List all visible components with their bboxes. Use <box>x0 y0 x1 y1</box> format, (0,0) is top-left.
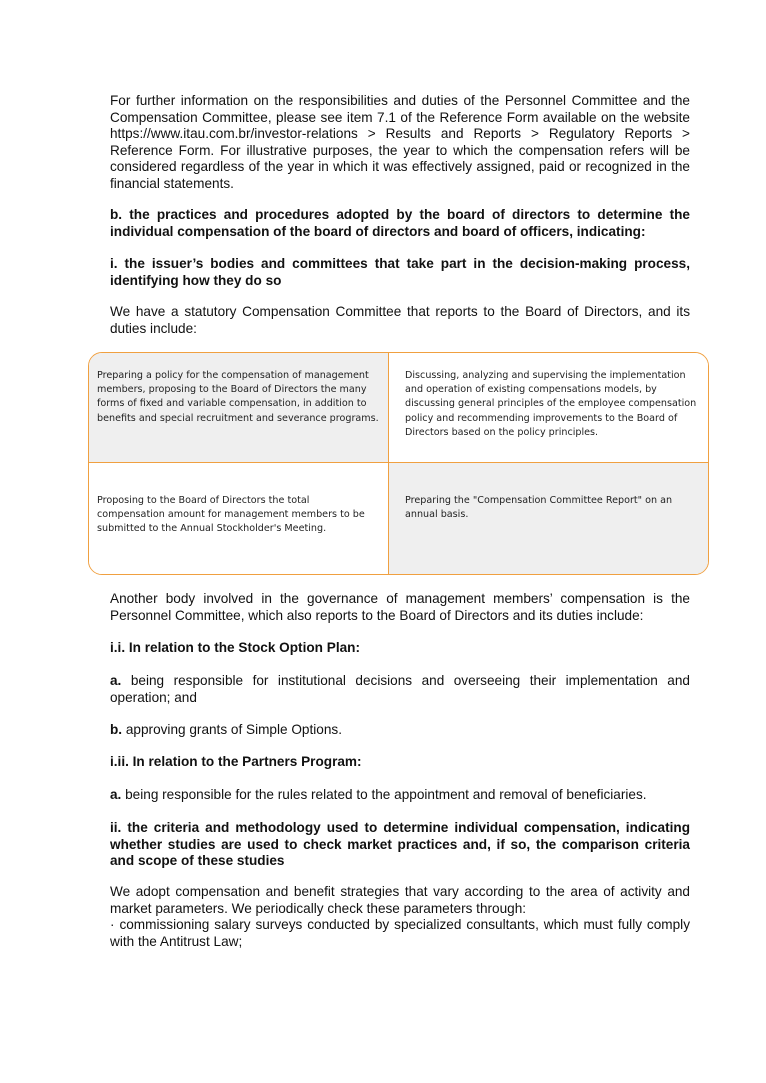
intro-paragraph: For further information on the responsibilities and duties of the Personnel Committee and the Compensation Committee, please see item 7.1 of the Reference Form available on the website https://www.itau.com.br/investor-relations > Results and Reports > Regulatory Reports > Reference Form. For illustrative purposes, the year to which the compensation refers will be considered regardless of the year in which it was effectively assigned, paid or recognized in the financial statements. <box>110 93 690 191</box>
duty-cell-report: Preparing the "Compensation Committee Report" on an annual basis. <box>389 463 708 574</box>
duty-cell-supervising: Discussing, analyzing and supervising the implementation and operation of existing compensations models, by discussing general principles of the employee compensation policy and recommending improvements to the Board of Directors based on the policy principles. <box>389 353 708 463</box>
heading-practices: b. the practices and procedures adopted by the board of directors to determine the individual compensation of the board of directors and board of officers, indicating: <box>110 207 690 239</box>
heading-criteria-methodology: ii. the criteria and methodology used to determine individual compensation, indicating whether studies are used to check market practices and, if so, the comparison criteria and scope of these studies <box>110 820 690 869</box>
heading-partners-program: i.ii. In relation to the Partners Program: <box>110 754 362 769</box>
compensation-strategies-paragraph: We adopt compensation and benefit strategies that vary according to the area of activity and market parameters. We periodically check these parameters through: <box>110 884 690 916</box>
duty-cell-policy: Preparing a policy for the compensation of management members, proposing to the Board of Directors the many forms of fixed and variable compensation, in addition to benefits and special recruitment and severance programs. <box>89 353 389 463</box>
personnel-committee-paragraph: Another body involved in the governance of management members’ compensation is the Personnel Committee, which also reports to the Board of Directors and its duties include: <box>110 591 690 623</box>
item-a-institutional-decisions: a. being responsible for institutional decisions and overseeing their implementation and operation; and <box>110 673 690 705</box>
item-a-beneficiaries: a. being responsible for the rules related to the appointment and removal of beneficiaries. <box>110 787 647 802</box>
heading-bodies-committees: i. the issuer’s bodies and committees that take part in the decision-making process, identifying how they do so <box>110 256 690 288</box>
heading-stock-option-plan: i.i. In relation to the Stock Option Plan: <box>110 640 360 655</box>
compensation-committee-duties-table <box>88 352 709 575</box>
item-b-simple-options: b. approving grants of Simple Options. <box>110 722 342 737</box>
salary-surveys-bullet: · commissioning salary surveys conducted by specialized consultants, which must fully comply with the Antitrust Law; <box>110 917 690 949</box>
duty-cell-proposing: Proposing to the Board of Directors the total compensation amount for management members to be submitted to the Annual Stockholder's Meeting. <box>89 463 389 574</box>
statutory-committee-paragraph: We have a statutory Compensation Committee that reports to the Board of Directors, and its duties include: <box>110 304 690 336</box>
